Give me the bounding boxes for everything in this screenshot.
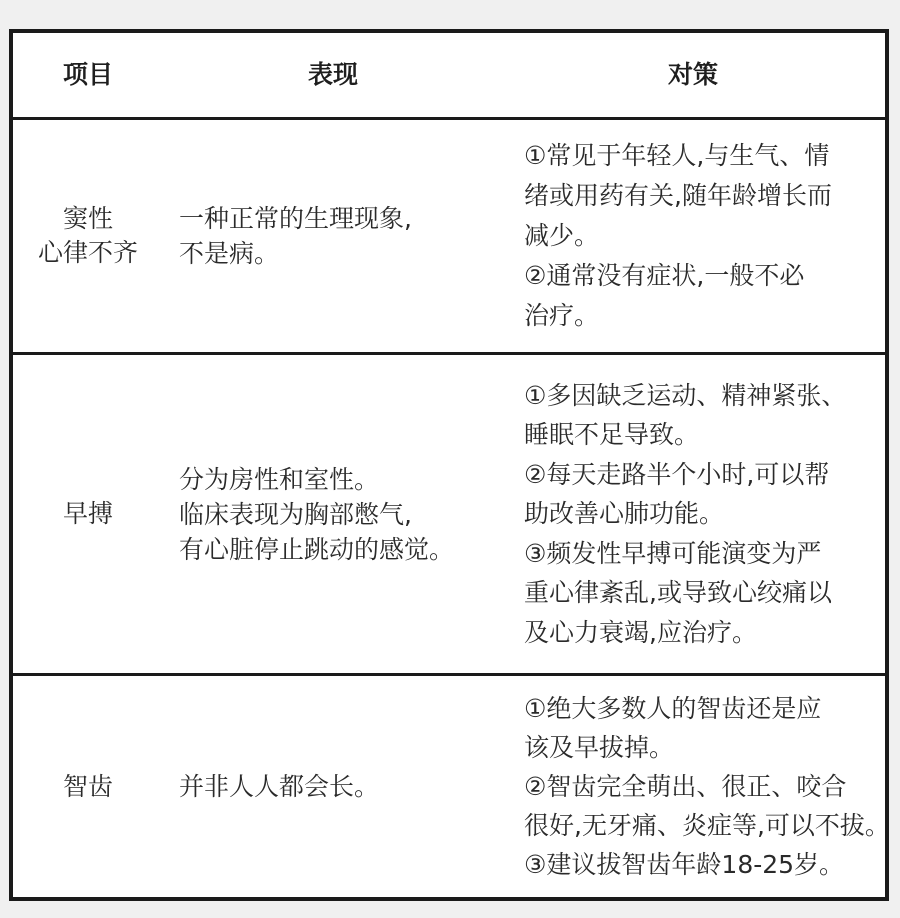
table-row — [13, 676, 890, 897]
header-description: 表现 — [307, 60, 358, 89]
measure-line: 及心力衰竭,应治疗。 — [524, 617, 757, 647]
measure-line: ③频发性早搏可能演变为严 — [524, 538, 822, 568]
item-line: 智齿 — [62, 771, 113, 801]
description-line: 临床表现为胸部憋气, — [179, 499, 412, 529]
description-line: 并非人人都会长。 — [179, 772, 380, 801]
description-cell — [179, 120, 519, 352]
description-line: 一种正常的生理现象, — [179, 204, 412, 233]
measure-line: 减少。 — [524, 221, 600, 250]
measure-line: 重心律紊乱,或导致心绞痛以 — [524, 578, 832, 608]
table-row — [13, 120, 885, 355]
measure-line: ②通常没有症状,一般不必 — [524, 261, 805, 290]
header-item: 项目 — [62, 60, 113, 89]
measure-line: 治疗。 — [524, 301, 600, 330]
measure-line: 助改善心肺功能。 — [524, 499, 725, 529]
measure-line: ①常见于年轻人,与生气、情 — [524, 141, 830, 170]
measures-cell — [524, 120, 884, 352]
item-cell — [13, 120, 163, 352]
item-line: 窦性 — [62, 204, 113, 233]
measure-line: ②智齿完全萌出、很正、咬合 — [524, 772, 847, 801]
measure-line: ①绝大多数人的智齿还是应 — [524, 694, 822, 723]
header-measures: 对策 — [667, 60, 718, 89]
table-row — [13, 355, 885, 676]
measure-line: ②每天走路半个小时,可以帮 — [524, 459, 830, 489]
measure-line: 睡眠不足导致。 — [524, 420, 700, 450]
item-cell — [13, 355, 163, 673]
measure-line: 很好,无牙痛、炎症等,可以不拔。 — [524, 811, 890, 840]
item-cell — [13, 676, 163, 897]
description-cell — [179, 676, 519, 897]
description-line: 有心脏停止跳动的感觉。 — [179, 534, 455, 564]
measure-line: 绪或用药有关,随年龄增长而 — [524, 181, 832, 210]
table-header-row — [13, 33, 885, 120]
measures-cell — [524, 355, 884, 673]
measure-line: 该及早拔掉。 — [524, 733, 675, 762]
description-line: 分为房性和室性。 — [179, 464, 380, 494]
info-table — [9, 29, 889, 901]
item-line: 早搏 — [62, 499, 113, 528]
description-line: 不是病。 — [179, 239, 280, 268]
description-cell — [179, 355, 519, 673]
item-line: 心律不齐 — [37, 238, 138, 267]
measure-line: ①多因缺乏运动、精神紧张、 — [524, 380, 847, 410]
measure-line: ③建议拔智齿年龄18-25岁。 — [524, 850, 845, 879]
measures-cell — [524, 676, 890, 897]
